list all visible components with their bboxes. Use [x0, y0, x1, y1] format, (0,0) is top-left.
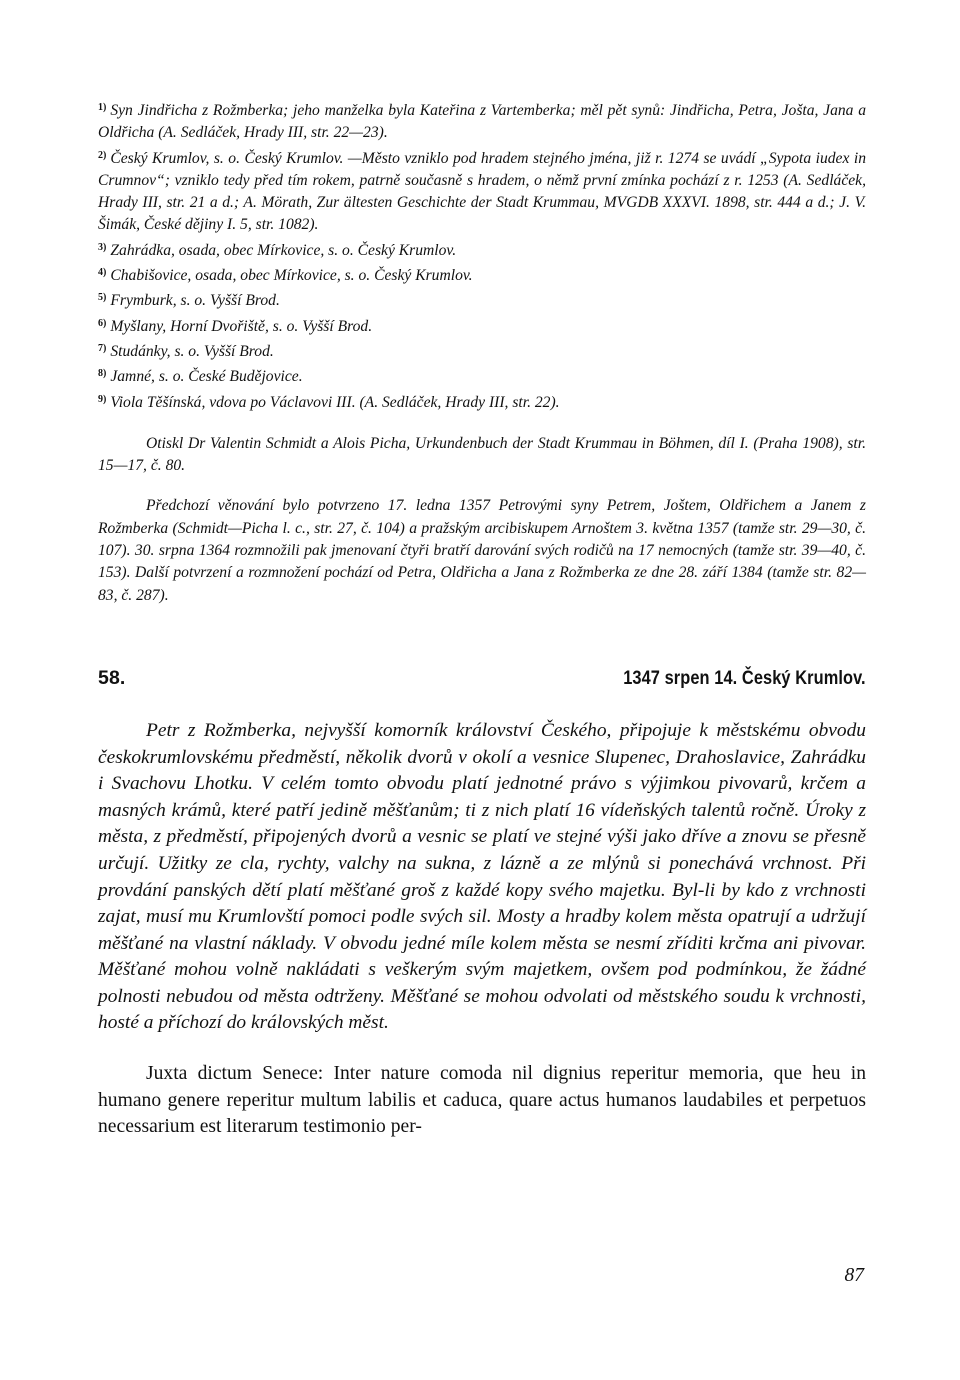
footnote-marker: 5)	[98, 292, 107, 304]
footnote-marker: 3)	[98, 241, 107, 253]
footnote-text: Chabišovice, osada, obec Mírkovice, s. o. Český Krumlov.	[110, 267, 473, 285]
regest	[98, 718, 866, 1037]
latin-text	[98, 1061, 866, 1141]
footnote-text: Studánky, s. o. Vyšší Brod.	[110, 342, 274, 360]
footnote-text: Myšlany, Horní Dvořiště, s. o. Vyšší Brod.	[110, 317, 373, 335]
footnote-marker: 4)	[98, 267, 107, 279]
confirmation-note-text: Předchozí věnování bylo potvrzeno 17. ledna 1357 Petrovými syny Petrem, Joštem, Oldřichem a Janem z Rožmberka (Schmidt—Picha l. c., str. 27, č. 104) a pražským arcibiskupem Arnoštem 3. května 1357 (tamže str. 29—30, č. 107). 30. srpna 1364 rozmnožili pak jmenovaní čtyři bratří darování svých rodičů na 17 nemocných (tamže str. 39—40, č. 153). Další potvrzení a rozmnožení pochází od Petra, Oldřicha a Jana z Rožmberka ze dne 28. září 1384 (tamže str. 82—83, č. 287).	[98, 497, 866, 604]
regest-text: Petr z Rožmberka, nejvyšší komorník království Českého, připojuje k městskému obvodu českokrumlovskému předměstí, několik dvorů v okolí a vesnice Slupenec, Drahoslavice, Zahrádku i Svachovu Lhotku. V celém tomto obvodu platí jednotné právo s výjimkou pivovarů, krčem a masných krámů, které patří jedině měšťanům; ti z nich platí 16 vídeňských talentů ročně. Úroky z města, z předměstí, připojených dvorů a vesnic se platí ve stejné výši jako dříve a znovu se přesně určují. Užitky ze cla, rychty, valchy na sukna, z lázně a ze mlýnů si ponechává vrchnost. Při provdání panských dětí platí měšťané groš z každé kopy svého majetku. Byl-li by kdo z vrchnosti zajat, musí mu Krumlovští pomoci podle svých sil. Mosty a hradby kolem města opatrují a udržují měšťané na vlastní náklady. V obvodu jedné míle kolem města se nesmí zříditi krčma ani pivovar. Měšťané mohou volně nakládati s veškerým svým majetkem, ovšem pod podmínkou, že žádné polnosti nebudou od města odtrženy. Měšťané se mohou odvolati od městského soudu k vrchnosti, hosté a příchozí do královských měst.	[98, 719, 866, 1034]
document-page	[98, 97, 866, 1141]
footnote-text: Syn Jindřicha z Rožmberka; jeho manželka byla Kateřina z Vartemberka; měl pět synů: Jindřicha, Petra, Jošta, Jana a Oldřicha (A. Sedláček, Hrady III, str. 22—23).	[98, 102, 866, 142]
footnote-marker: 6)	[98, 317, 107, 329]
footnote-marker: 7)	[98, 342, 107, 354]
confirmation-note	[98, 495, 866, 606]
footnote-7	[98, 338, 866, 363]
footnote-1	[98, 97, 866, 145]
footnote-text: Viola Těšínská, vdova po Václavovi III. (A. Sedláček, Hrady III, str. 22).	[110, 393, 560, 411]
footnote-marker: 9)	[98, 393, 107, 405]
footnote-marker: 2)	[98, 149, 107, 161]
footnote-text: Frymburk, s. o. Vyšší Brod.	[110, 292, 280, 310]
footnotes	[98, 97, 866, 414]
footnote-text: Zahrádka, osada, obec Mírkovice, s. o. Český Krumlov.	[110, 241, 457, 259]
footnote-4	[98, 262, 866, 287]
footnote-6	[98, 313, 866, 338]
footnote-2	[98, 145, 866, 237]
latin-text-body: Juxta dictum Senece: Inter nature comoda nil dignius reperitur memoria, que heu in humano genere reperitur multum labilis et caduca, quare actus humanos laudabiles et perpetuos necessarium est literarum testimonio per-	[98, 1063, 866, 1138]
page-number: 87	[844, 1265, 864, 1286]
footnote-9	[98, 389, 866, 414]
entry-date-place: 1347 srpen 14. Český Krumlov.	[623, 666, 866, 689]
footnote-8	[98, 363, 866, 388]
edition-note	[98, 433, 866, 478]
entry-heading	[98, 667, 866, 690]
footnote-text: Český Krumlov, s. o. Český Krumlov. —Město vzniklo pod hradem stejného jména, již r. 1274 se uvádí „Sypota iudex in Crumnov“; vzniklo tedy před tím rokem, patrně současně s hradem, o němž první zmínka pochází z r. 1253 (A. Sedláček, Hrady III, str. 21 a d.; A. Mörath, Zur ältesten Geschichte der Stadt Krummau, MVGDB XXXVI. 1898, str. 444 a d.; J. V. Šimák, České dějiny I. 5, str. 1082).	[98, 149, 866, 234]
footnote-marker: 8)	[98, 368, 107, 380]
entry-number: 58.	[98, 666, 126, 689]
footnote-3	[98, 237, 866, 262]
footnote-marker: 1)	[98, 102, 107, 113]
footnote-5	[98, 287, 866, 312]
edition-note-text: Otiskl Dr Valentin Schmidt a Alois Picha, Urkundenbuch der Stadt Krummau in Böhmen, díl I. (Praha 1908), str. 15—17, č. 80.	[98, 434, 866, 475]
footnote-text: Jamné, s. o. České Budějovice.	[110, 368, 303, 386]
